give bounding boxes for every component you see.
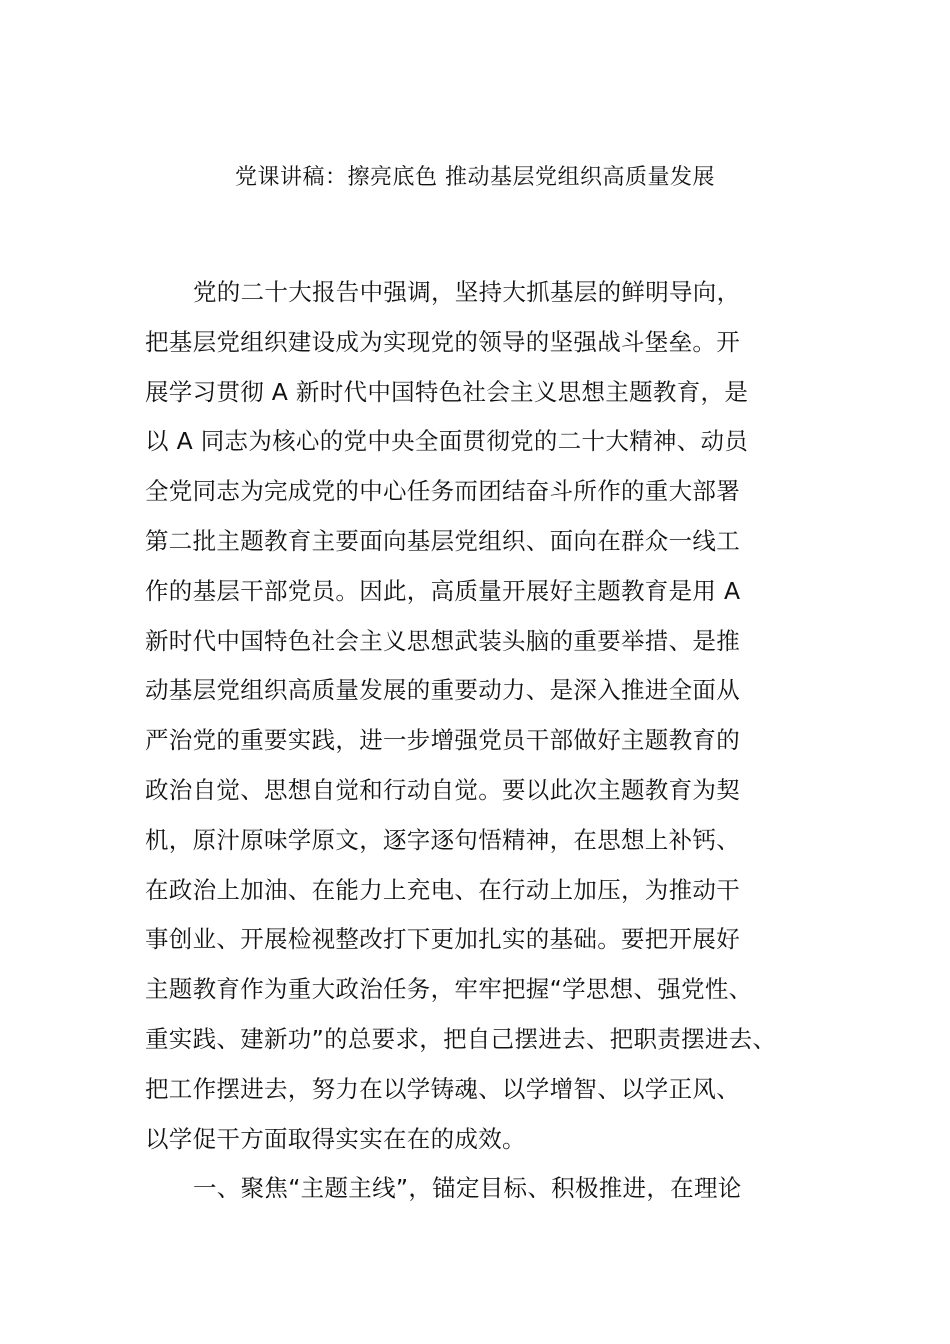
paragraph-line: 党的二十大报告中强调，坚持大抓基层的鲜明导向， bbox=[193, 278, 741, 306]
paragraph-line: 在政治上加油、在能力上充电、在行动上加压，为推动干 bbox=[145, 875, 740, 904]
paragraph-line: 第二批主题教育主要面向基层党组织、面向在群众一线工 bbox=[145, 526, 740, 555]
paragraph-line: 机，原汁原味学原文，逐字逐句悟精神，在思想上补钙、 bbox=[145, 825, 740, 854]
paragraph-line: 以学促干方面取得实实在在的成效。 bbox=[145, 1124, 526, 1153]
paragraph-line: 主题教育作为重大政治任务，牢牢把握“学思想、强党性、 bbox=[145, 975, 753, 1004]
paragraph-line: 以 A 同志为核心的党中央全面贯彻党的二十大精神、动员 bbox=[145, 427, 749, 456]
paragraph-line: 动基层党组织高质量发展的重要动力、是深入推进全面从 bbox=[145, 676, 740, 705]
paragraph-line: 全党同志为完成党的中心任务而团结奋斗所作的重大部署 bbox=[145, 477, 740, 506]
paragraph-line: 作的基层干部党员。因此，高质量开展好主题教育是用 A bbox=[145, 576, 741, 605]
paragraph-line: 新时代中国特色社会主义思想武装头脑的重要举措、是推 bbox=[145, 626, 740, 655]
paragraph-line: 把工作摆进去，努力在以学铸魂、以学增智、以学正风、 bbox=[145, 1074, 740, 1103]
paragraph-line: 重实践、建新功”的总要求，把自己摆进去、把职责摆进去、 bbox=[145, 1024, 777, 1053]
paragraph-line: 严治党的重要实践，进一步增强党员干部做好主题教育的 bbox=[145, 726, 740, 755]
paragraph-line: 把基层党组织建设成为实现党的领导的坚强战斗堡垒。开 bbox=[145, 327, 740, 356]
paragraph-line: 事创业、开展检视整改打下更加扎实的基础。要把开展好 bbox=[145, 925, 740, 954]
paragraph-line: 展学习贯彻 A 新时代中国特色社会主义思想主题教育，是 bbox=[145, 377, 749, 406]
document-title: 党课讲稿：擦亮底色 推动基层党组织高质量发展 bbox=[235, 165, 715, 190]
paragraph-line: 政治自觉、思想自觉和行动自觉。要以此次主题教育为契 bbox=[145, 775, 740, 804]
section-heading-line: 一、聚焦“主题主线”，锚定目标、积极推进，在理论 bbox=[193, 1174, 742, 1203]
document-body bbox=[145, 268, 825, 1214]
